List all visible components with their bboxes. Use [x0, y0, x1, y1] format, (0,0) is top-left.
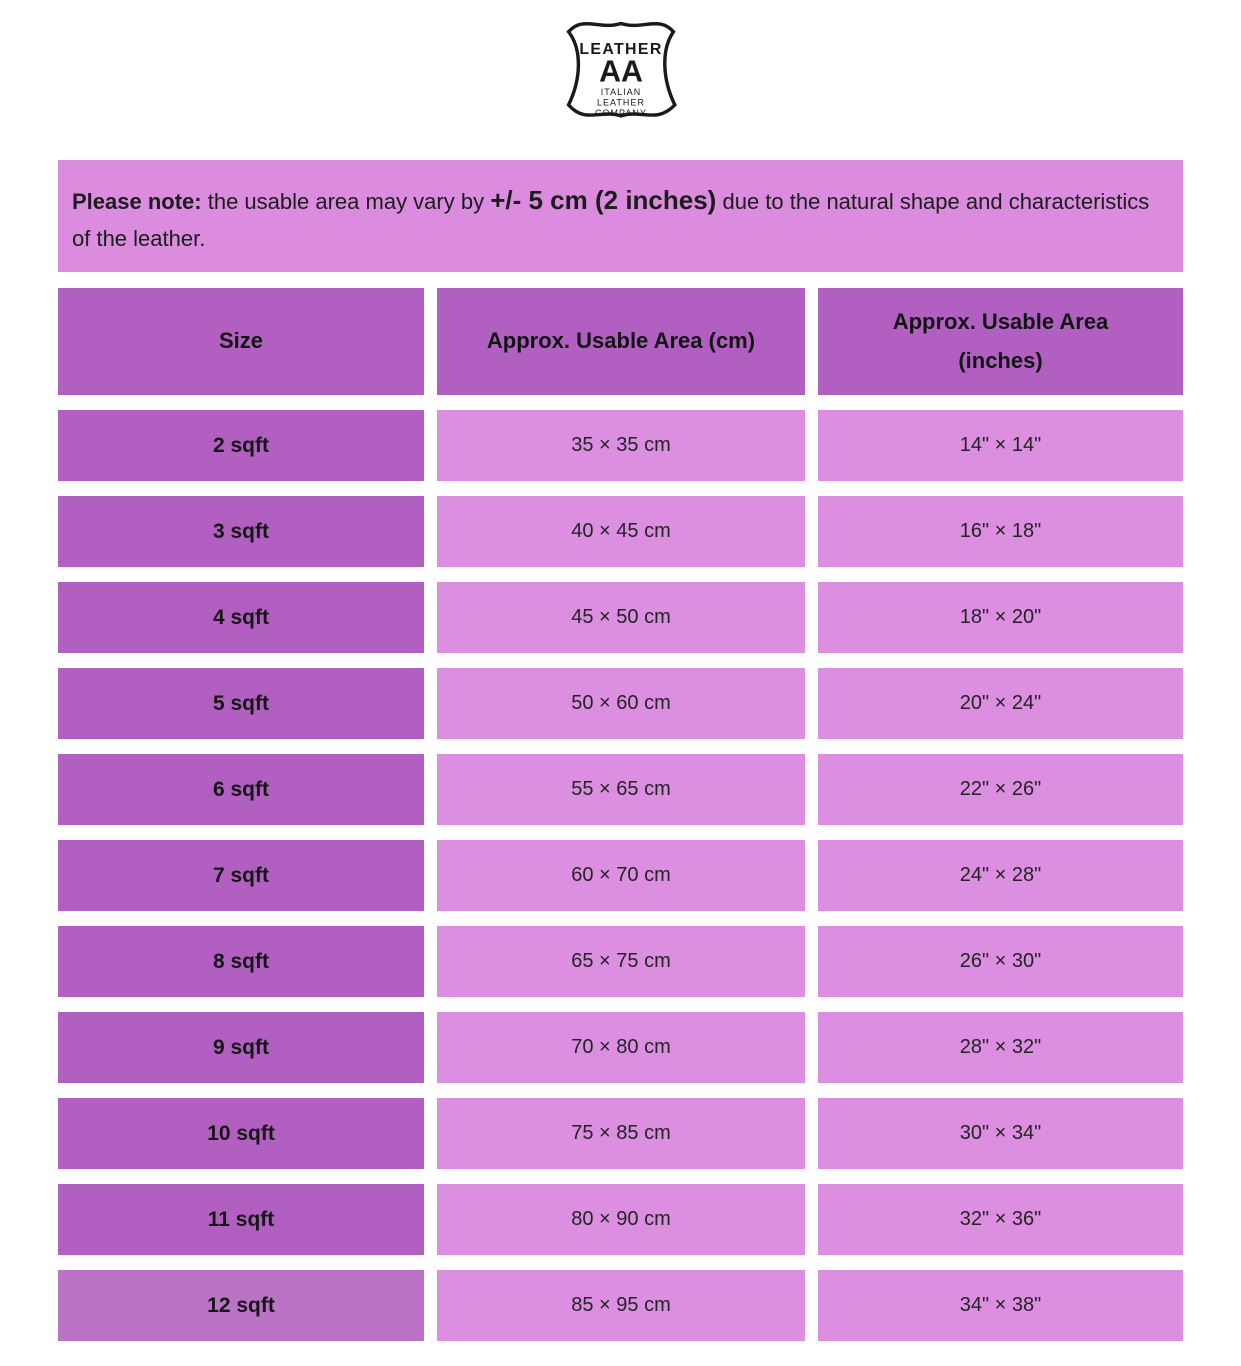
- row-size-label: 10 sqft: [58, 1098, 424, 1169]
- logo-brand-text: LEATHER: [578, 40, 663, 58]
- row-cm-value: 80 × 90 cm: [437, 1184, 805, 1255]
- note-body-1: the usable area may vary by: [201, 189, 491, 214]
- row-size-label: 4 sqft: [58, 582, 424, 653]
- leather-hide-icon: [552, 6, 690, 132]
- row-cm-value: 50 × 60 cm: [437, 668, 805, 739]
- row-cm-value: 65 × 75 cm: [437, 926, 805, 997]
- logo-sub-line3: COMPANY: [594, 107, 647, 118]
- header-usable-area-inches: Approx. Usable Area (inches): [818, 288, 1183, 395]
- row-inches-value: 14" × 14": [818, 410, 1183, 481]
- row-size-label: 7 sqft: [58, 840, 424, 911]
- row-inches-value: 20" × 24": [818, 668, 1183, 739]
- logo-initials-text: AA: [598, 55, 643, 89]
- row-cm-value: 45 × 50 cm: [437, 582, 805, 653]
- row-inches-value: 16" × 18": [818, 496, 1183, 567]
- row-size-label: 11 sqft: [58, 1184, 424, 1255]
- row-size-label: 5 sqft: [58, 668, 424, 739]
- row-inches-value: 26" × 30": [818, 926, 1183, 997]
- size-chart-table: [58, 288, 1183, 1341]
- row-inches-value: 24" × 28": [818, 840, 1183, 911]
- row-cm-value: 35 × 35 cm: [437, 410, 805, 481]
- row-inches-value: 30" × 34": [818, 1098, 1183, 1169]
- row-cm-value: 60 × 70 cm: [437, 840, 805, 911]
- row-inches-value: 34" × 38": [818, 1270, 1183, 1341]
- row-inches-value: 18" × 20": [818, 582, 1183, 653]
- logo-sub-line2: LEATHER: [596, 97, 645, 108]
- header-usable-area-cm: Approx. Usable Area (cm): [437, 288, 805, 395]
- row-cm-value: 40 × 45 cm: [437, 496, 805, 567]
- row-size-label: 9 sqft: [58, 1012, 424, 1083]
- note-highlight: +/- 5 cm (2 inches): [490, 185, 717, 215]
- row-cm-value: 85 × 95 cm: [437, 1270, 805, 1341]
- row-inches-value: 28" × 32": [818, 1012, 1183, 1083]
- row-size-label: 3 sqft: [58, 496, 424, 567]
- row-cm-value: 75 × 85 cm: [437, 1098, 805, 1169]
- row-size-label: 2 sqft: [58, 410, 424, 481]
- row-size-label: 8 sqft: [58, 926, 424, 997]
- row-inches-value: 22" × 26": [818, 754, 1183, 825]
- usable-area-note-banner: [58, 160, 1183, 272]
- header-size: Size: [58, 288, 424, 395]
- row-cm-value: 55 × 65 cm: [437, 754, 805, 825]
- logo-sub-line1: ITALIAN: [600, 87, 641, 98]
- note-prefix: Please note:: [72, 189, 202, 214]
- row-inches-value: 32" × 36": [818, 1184, 1183, 1255]
- row-size-label: 6 sqft: [58, 754, 424, 825]
- note-body-2: due to the natural shape and characteristics of the leather.: [72, 189, 1150, 251]
- brand-logo: [0, 0, 1241, 132]
- row-size-label: 12 sqft: [58, 1270, 424, 1341]
- row-cm-value: 70 × 80 cm: [437, 1012, 805, 1083]
